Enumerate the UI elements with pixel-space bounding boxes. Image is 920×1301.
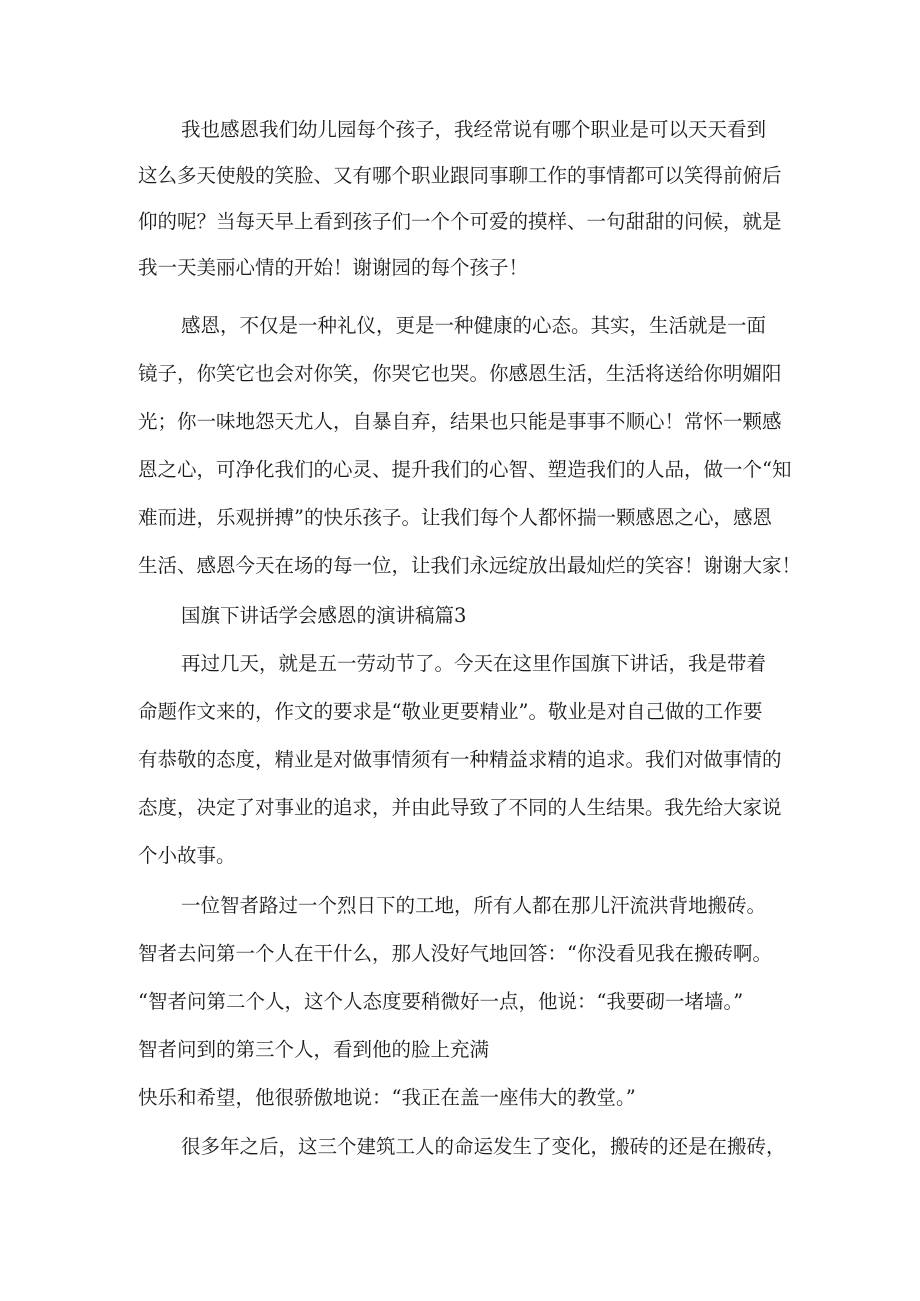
paragraph-2-line-2: 镜子，你笑它也会对你笑，你哭它也哭。你感恩生活，生活将送给你明媚阳 (138, 362, 782, 385)
paragraph-5-line-1: 很多年之后，这三个建筑工人的命运发生了变化，搬砖的还是在搬砖， (181, 1135, 786, 1158)
paragraph-4-line-5: 快乐和希望，他很骄傲地说：“我正在盖一座伟大的教堂。” (138, 1086, 636, 1109)
paragraph-1-line-4: 我一天美丽心情的开始！谢谢园的每个孩子！ (138, 256, 529, 279)
paragraph-3-line-5: 个小故事。 (138, 844, 236, 867)
paragraph-2-line-1: 感恩，不仅是一种礼仪，更是一种健康的心态。其实，生活就是一面 (181, 314, 767, 337)
paragraph-4-line-2: 智者去问第一个人在干什么，那人没好气地回答：“你没看见我在搬砖啊。 (138, 942, 772, 965)
paragraph-2-line-4: 恩之心，可净化我们的心灵、提升我们的心智、塑造我们的人品，做一个“知 (138, 458, 792, 481)
section-heading: 国旗下讲话学会感恩的演讲稿篇3 (181, 604, 467, 627)
paragraph-4-line-3: “智者问第二个人，这个人态度要稍微好一点，他说：“我要砌一堵墙。” (138, 990, 744, 1013)
paragraph-2-line-5: 难而进，乐观拼搏”的快乐孩子。让我们每个人都怀揣一颗感恩之心，感恩 (138, 506, 772, 529)
paragraph-3-line-3: 有恭敬的态度，精业是对做事情须有一种精益求精的追求。我们对做事情的 (138, 748, 782, 771)
paragraph-1-line-3: 仰的呢？当每天早上看到孩子们一个个可爱的摸样、一句甜甜的问候，就是 (138, 210, 782, 233)
paragraph-2-line-6: 生活、感恩今天在场的每一位，让我们永远绽放出最灿烂的笑容！谢谢大家！ (138, 554, 802, 577)
paragraph-3-line-1: 再过几天，就是五一劳动节了。今天在这里作国旗下讲话，我是带着 (181, 652, 767, 675)
paragraph-1-line-2: 这么多天使般的笑脸、又有哪个职业跟同事聊工作的事情都可以笑得前俯后 (138, 164, 782, 187)
paragraph-4-line-4: 智者问到的第三个人，看到他的脸上充满 (138, 1038, 490, 1061)
paragraph-3-line-4: 态度，决定了对事业的追求，并由此导致了不同的人生结果。我先给大家说 (138, 796, 782, 819)
paragraph-3-line-2: 命题作文来的，作文的要求是“敬业更要精业”。敬业是对自己做的工作要 (138, 700, 763, 723)
paragraph-4-line-1: 一位智者路过一个烈日下的工地，所有人都在那儿汗流洪背地搬砖。 (181, 894, 767, 917)
paragraph-1-line-1: 我也感恩我们幼儿园每个孩子，我经常说有哪个职业是可以天天看到 (181, 118, 767, 141)
paragraph-2-line-3: 光；你一味地怨天尤人，自暴自弃，结果也只能是事事不顺心！常怀一颗感 (138, 410, 782, 433)
